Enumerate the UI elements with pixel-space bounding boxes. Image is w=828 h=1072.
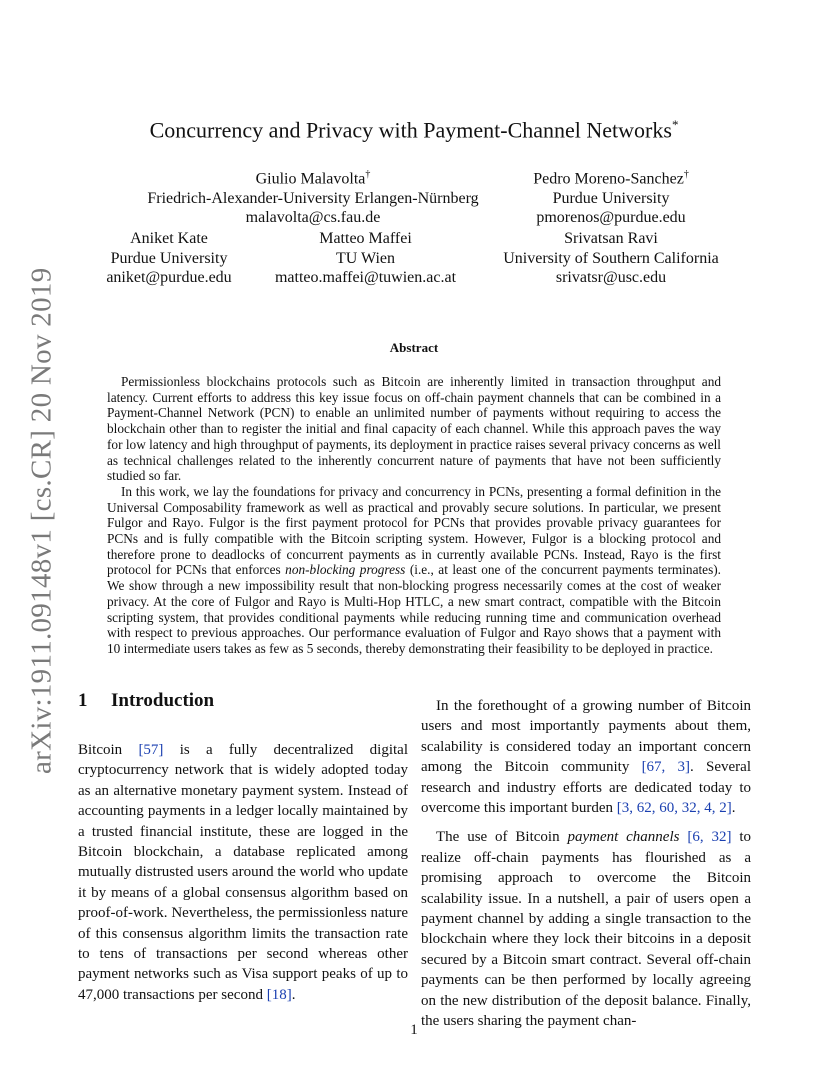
body-paragraph bbox=[421, 827, 751, 1031]
abstract-text: In this work, we lay the foundations for privacy and concurrency in PCNs, presenting a formal definition in the Universal Composability framework as well as practical and provably secure solutions. In particular, we present Fulgor and Rayo. Fulgor is the first payment protocol for PCNs that provides provable privacy guarantees for PCNs and is fully compatible with the Bitcoin scripting system. However, Fulgor is a blocking protocol and therefore prone to deadlocks of concurrent payments as in currently available PCNs. Instead, Rayo is the first protocol for PCNs that enforces bbox=[107, 483, 721, 578]
author-affiliation: University of Southern California bbox=[503, 249, 719, 267]
author-affiliation: Friedrich-Alexander-University Erlangen-Nürnberg bbox=[147, 189, 479, 207]
author-name: Pedro Moreno-Sanchez bbox=[533, 170, 684, 188]
author-block-4 bbox=[263, 229, 468, 288]
author-name: Aniket Kate bbox=[130, 230, 208, 247]
paper-title-text: Concurrency and Privacy with Payment-Channel Networks bbox=[149, 117, 672, 143]
body-paragraph bbox=[78, 740, 408, 1005]
body-text: The use of Bitcoin bbox=[436, 829, 568, 846]
citation-link[interactable]: [3, 62, 60, 32, 4, 2] bbox=[616, 800, 732, 817]
author-block-1 bbox=[130, 165, 496, 228]
author-email: pmorenos@purdue.edu bbox=[536, 209, 686, 227]
section-number: 1 bbox=[78, 690, 88, 711]
author-email: aniket@purdue.edu bbox=[106, 269, 232, 286]
abstract-text: (i.e., at least one of the concurrent payments terminates). We show through a new impossibility result that non-blocking progress necessarily comes at the cost of weaker privacy. At the core of Fulgor and Rayo is Multi-Hop HTLC, a new smart contract, compatible with the Bitcoin scripting system, that provides conditional payments while reducing running time and communication overhead with respect to previous approaches. Our performance evaluation of Fulgor and Rayo shows that a payment with 10 intermediate users takes as few as 5 seconds, thereby demonstrating their feasibility to be deployed in practice. bbox=[107, 562, 721, 656]
body-text: Bitcoin bbox=[78, 742, 139, 758]
author-block-2 bbox=[500, 165, 722, 228]
arxiv-identifier-stamp: arXiv:1911.09148v1 [cs.CR] 20 Nov 2019 bbox=[25, 267, 58, 774]
abstract-paragraph-2 bbox=[107, 484, 721, 657]
author-email: srivatsr@usc.edu bbox=[555, 269, 667, 286]
paper-title bbox=[0, 117, 828, 143]
author-name: Giulio Malavolta bbox=[255, 170, 366, 188]
abstract-body bbox=[107, 374, 721, 657]
author-email: malavolta@cs.fau.de bbox=[245, 209, 381, 227]
author-affiliation: Purdue University bbox=[110, 249, 228, 267]
section-heading bbox=[78, 690, 214, 712]
author-block-3 bbox=[95, 229, 243, 288]
body-paragraph bbox=[421, 696, 751, 818]
body-text: . Several research and industry efforts are dedicated today to overcome this important burden bbox=[421, 759, 751, 817]
author-affiliation: Purdue University bbox=[552, 189, 670, 207]
page-number: 1 bbox=[410, 1022, 418, 1038]
abstract-paragraph-1: Permissionless blockchains protocols such as Bitcoin are inherently limited in transaction throughput and latency. Current efforts to address this key issue focus on off-chain payment channels that can be combined in a Payment-Channel Network (PCN) to enable an unlimited number of payments without requiring to access the blockchain other than to register the initial and final capacity of each channel. While this approach paves the way for low latency and high throughput of payments, its deployment in practice raises several privacy concerns as well as technical challenges related to the inherently concurrent nature of payments that have not been sufficiently studied so far. bbox=[107, 374, 721, 484]
citation-link[interactable]: [6, 32] bbox=[687, 829, 732, 846]
author-email: matteo.maffei@tuwien.ac.at bbox=[274, 269, 457, 286]
title-footnote-mark: * bbox=[671, 117, 679, 132]
body-emphasis: payment channels bbox=[567, 829, 680, 846]
body-text: In the forethought of a growing number of Bitcoin users and most importantly payments about them, scalability is considered today an important concern among the Bitcoin community bbox=[421, 698, 751, 776]
author-affiliation: TU Wien bbox=[335, 249, 396, 267]
author-mark: † bbox=[683, 169, 689, 180]
citation-link[interactable]: [57] bbox=[138, 742, 164, 758]
author-name: Matteo Maffei bbox=[319, 230, 412, 247]
author-block-5 bbox=[488, 229, 734, 288]
abstract-emphasis: non-blocking progress bbox=[285, 562, 406, 578]
left-column bbox=[78, 740, 408, 1005]
citation-link[interactable]: [18] bbox=[266, 986, 292, 1003]
citation-link[interactable]: [67, 3] bbox=[641, 759, 691, 776]
author-name: Srivatsan Ravi bbox=[564, 230, 658, 247]
right-column bbox=[421, 696, 751, 1032]
section-title: Introduction bbox=[111, 690, 215, 711]
body-text: . bbox=[731, 800, 736, 817]
abstract-heading: Abstract bbox=[389, 340, 439, 355]
body-text: . bbox=[291, 986, 296, 1003]
author-mark: † bbox=[365, 169, 371, 180]
body-text: to realize off-chain payments has flourished as a promising approach to overcome the Bitcoin scalability issue. In a nutshell, a pair of users open a payment channel by adding a single transaction to the blockchain where they lock their bitcoins in a deposit secured by a Bitcoin smart contract. Several off-chain payments can be then performed by locally agreeing on the new distribution of the deposit balance. Finally, the users sharing the payment chan- bbox=[421, 829, 751, 1030]
body-text: is a fully decentralized digital cryptocurrency network that is widely adopted today as an alternative monetary payment system. Instead of accounting payments in a ledger locally maintained by a trusted financial institute, these are logged in the Bitcoin blockchain, a database replicated among mutually distrusted users around the world who update it by means of a global consensus algorithm based on proof-of-work. Nevertheless, the permissionless nature of this consensus algorithm limits the transaction rate to tens of transactions per second whereas other payment networks such as Visa support peaks of up to 47,000 transactions per second bbox=[78, 742, 409, 1003]
